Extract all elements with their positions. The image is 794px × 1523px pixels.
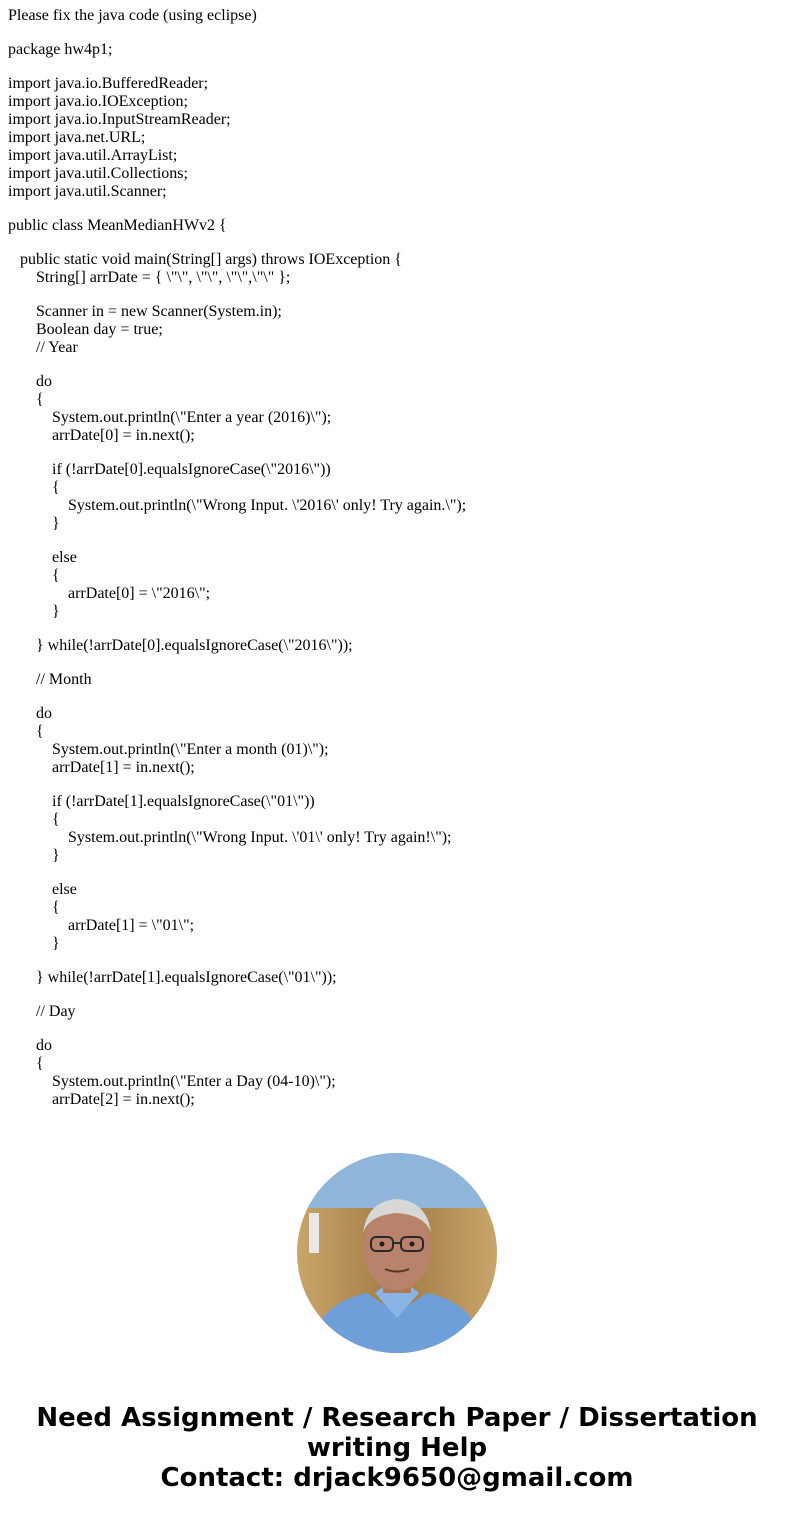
code-line: } <box>8 603 60 620</box>
question-document <box>8 7 788 1154</box>
code-block <box>8 41 788 1154</box>
code-line: do <box>8 1037 52 1054</box>
code-line: import java.io.IOException; <box>8 93 188 110</box>
spacer <box>8 201 788 217</box>
author-photo <box>297 1153 497 1353</box>
code-line: import java.util.Collections; <box>8 165 188 182</box>
code-line: if (!arrDate[0].equalsIgnoreCase(\"2016\")) <box>8 461 331 478</box>
spacer <box>8 533 788 549</box>
code-line: arrDate[1] = in.next(); <box>8 759 195 776</box>
code-line: do <box>8 373 52 390</box>
code-line: else <box>8 549 77 566</box>
code-line: Boolean day = true; <box>8 321 163 338</box>
code-line: Scanner in = new Scanner(System.in); <box>8 303 282 320</box>
code-line: arrDate[0] = in.next(); <box>8 427 195 444</box>
promo-line-1: Need Assignment / Research Paper / Dissertation <box>36 1403 758 1433</box>
code-line: { <box>8 899 60 916</box>
code-line: import java.util.ArrayList; <box>8 147 178 164</box>
code-line: arrDate[0] = \"2016\"; <box>8 585 211 602</box>
spacer <box>8 655 788 671</box>
promo-line-2: writing Help <box>306 1433 488 1463</box>
person-portrait-icon <box>297 1153 497 1353</box>
code-line: else <box>8 881 77 898</box>
code-line: arrDate[2] = in.next(); <box>8 1091 195 1108</box>
code-line: { <box>8 1055 44 1072</box>
spacer <box>8 777 788 793</box>
spacer <box>8 1021 788 1037</box>
code-line: // Day <box>8 1003 76 1020</box>
code-line: import java.io.InputStreamReader; <box>8 111 231 128</box>
promo-footer <box>0 1403 794 1493</box>
code-line: System.out.println(\"Enter a year (2016)\"); <box>8 409 332 426</box>
code-line: import java.util.Scanner; <box>8 183 167 200</box>
spacer <box>8 865 788 881</box>
code-line: public class MeanMedianHWv2 { <box>8 217 227 234</box>
spacer <box>8 621 788 637</box>
code-line: { <box>8 723 44 740</box>
code-line: } <box>8 935 60 952</box>
spacer <box>8 235 788 251</box>
spacer <box>8 59 788 75</box>
code-line: } while(!arrDate[0].equalsIgnoreCase(\"2016\")); <box>8 637 353 654</box>
spacer <box>8 287 788 303</box>
code-line: public static void main(String[] args) throws IOException { <box>8 251 402 268</box>
code-line: { <box>8 811 60 828</box>
code-line: import java.net.URL; <box>8 129 146 146</box>
code-line: if (!arrDate[1].equalsIgnoreCase(\"01\")) <box>8 793 315 810</box>
spacer <box>8 25 788 41</box>
code-line: import java.io.BufferedReader; <box>8 75 209 92</box>
code-line: do <box>8 705 52 722</box>
spacer <box>8 987 788 1003</box>
code-line: } <box>8 847 60 864</box>
question-heading: Please fix the java code (using eclipse) <box>8 7 257 24</box>
code-line: } <box>8 515 60 532</box>
promo-contact: Contact: drjack9650@gmail.com <box>160 1463 634 1493</box>
code-line: package hw4p1; <box>8 41 113 58</box>
code-line: System.out.println(\"Wrong Input. \'2016\' only! Try again.\"); <box>8 497 467 514</box>
spacer <box>8 689 788 705</box>
spacer <box>8 445 788 461</box>
spacer <box>8 953 788 969</box>
code-line: arrDate[1] = \"01\"; <box>8 917 195 934</box>
code-line: { <box>8 391 44 408</box>
code-line: { <box>8 567 60 584</box>
code-line: // Year <box>8 339 78 356</box>
code-line: System.out.println(\"Wrong Input. \'01\' only! Try again!\"); <box>8 829 452 846</box>
code-line: System.out.println(\"Enter a Day (04-10)\"); <box>8 1073 336 1090</box>
code-line: } while(!arrDate[1].equalsIgnoreCase(\"01\")); <box>8 969 337 986</box>
code-line: System.out.println(\"Enter a month (01)\"); <box>8 741 329 758</box>
code-line: // Month <box>8 671 92 688</box>
code-line: { <box>8 479 60 496</box>
code-line: String[] arrDate = { \"\", \"\", \"\",\"\" }; <box>8 269 291 286</box>
spacer <box>8 357 788 373</box>
